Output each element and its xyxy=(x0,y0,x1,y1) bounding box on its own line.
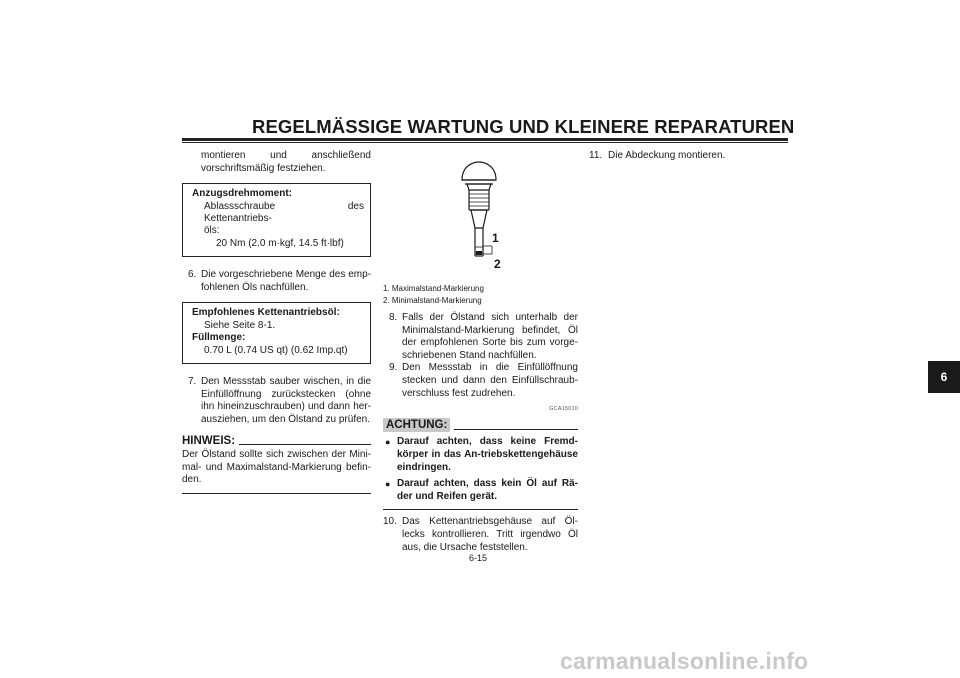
step-text: Den Messstab in die Einfüllöffnung stecken und dann den Einfüllschraub-verschluss fest zudrehen. xyxy=(402,362,578,399)
caution-text: Darauf achten, dass keine Fremd-körper in das An-triebskettengehäuse eindringen. xyxy=(397,436,578,473)
caution-end-rule xyxy=(383,509,578,510)
torque-heading: Anzugsdrehmoment: xyxy=(192,188,292,200)
caution-item-2 xyxy=(383,478,578,503)
title-rule-thin xyxy=(182,142,788,143)
chapter-tab[interactable]: 6 xyxy=(928,361,960,393)
figure-label-2: 2 xyxy=(494,257,501,271)
step-11 xyxy=(589,150,788,163)
note-text: Der Ölstand sollte sich zwischen der Mini-mal- und Maximalstand-Markierung befin-den. xyxy=(182,449,371,486)
step-8 xyxy=(383,312,578,362)
torque-line-2: öls: xyxy=(204,225,220,237)
note-end-rule xyxy=(182,493,371,494)
caution-label: ACHTUNG: xyxy=(383,418,450,433)
legend-item-1: 1. Maximalstand-Markierung xyxy=(383,284,484,293)
oil-value: Siehe Seite 8-1. xyxy=(204,319,276,331)
step-9 xyxy=(383,362,578,400)
step-number: 6. xyxy=(188,269,197,281)
column-middle xyxy=(383,150,578,554)
torque-value: 20 Nm (2.0 m·kgf, 14.5 ft·lbf) xyxy=(216,237,344,249)
title-rule xyxy=(182,138,788,141)
step-number: 10. xyxy=(383,516,397,528)
note-rule xyxy=(239,444,371,445)
page-title: REGELMÄSSIGE WARTUNG UND KLEINERE REPARATUREN xyxy=(252,116,795,137)
column-right xyxy=(589,150,788,163)
step-text: Den Messstab sauber wischen, in die Einfüllöffnung zurückstecken (ohne ihn hineinzuschrauben) und dann her-ausziehen, um den Ölstand zu prüfen. xyxy=(201,376,371,425)
step-7 xyxy=(182,376,371,426)
step-text: Die vorgeschriebene Menge des emp-fohlenen Öls nachfüllen. xyxy=(201,269,371,293)
note-label: HINWEIS: xyxy=(182,435,236,448)
bullet-icon: ● xyxy=(385,479,391,490)
step-number: 11. xyxy=(589,150,603,161)
caution-header xyxy=(383,418,578,433)
watermark[interactable]: carmanualsonline.info xyxy=(560,648,809,674)
step-number: 8. xyxy=(389,312,398,323)
step-6 xyxy=(182,269,371,294)
step-text: Das Kettenantriebsgehäuse auf Öl-lecks kontrollieren. Tritt irgendwo Öl aus, die Ursache feststellen. xyxy=(402,516,578,553)
dipstick-illustration xyxy=(383,150,578,280)
oil-heading: Empfohlenes Kettenantriebsöl: xyxy=(192,307,340,319)
figure-label-1: 1 xyxy=(492,231,499,245)
dipstick-figure xyxy=(383,150,578,280)
caution-rule xyxy=(454,429,578,430)
step-number: 7. xyxy=(188,376,197,388)
intro-line-2: vorschriftsmäßig festziehen. xyxy=(201,162,326,174)
step-10 xyxy=(383,516,578,554)
torque-line-1: Ablassschraube des Kettenantriebs- xyxy=(204,200,364,224)
step-text: Falls der Ölstand sich unterhalb der Minimalstand-Markierung befindet, Öl der empfohlenen Sorte bis zum vorge-schriebenen Stand nachfüllen. xyxy=(402,312,578,361)
caution-item-1 xyxy=(383,436,578,474)
bullet-icon: ● xyxy=(385,437,391,448)
step-number: 9. xyxy=(389,362,398,374)
capacity-heading: Füllmenge: xyxy=(192,332,246,344)
caution-text: Darauf achten, dass kein Öl auf Rä-der und Reifen gerät. xyxy=(397,478,578,502)
figure-legend xyxy=(383,283,578,306)
step-text: Die Abdeckung montieren. xyxy=(608,150,726,161)
note-header xyxy=(182,435,371,448)
caution-code: GCA15010 xyxy=(549,406,578,413)
intro-line-1: montieren und anschließend xyxy=(201,150,371,161)
capacity-value: 0.70 L (0.74 US qt) (0.62 Imp.qt) xyxy=(204,344,348,356)
torque-spec-box xyxy=(182,183,371,257)
oil-spec-box xyxy=(182,302,371,364)
column-left xyxy=(182,150,371,494)
legend-item-2: 2. Minimalstand-Markierung xyxy=(383,295,482,305)
page-number: 6-15 xyxy=(469,553,488,563)
